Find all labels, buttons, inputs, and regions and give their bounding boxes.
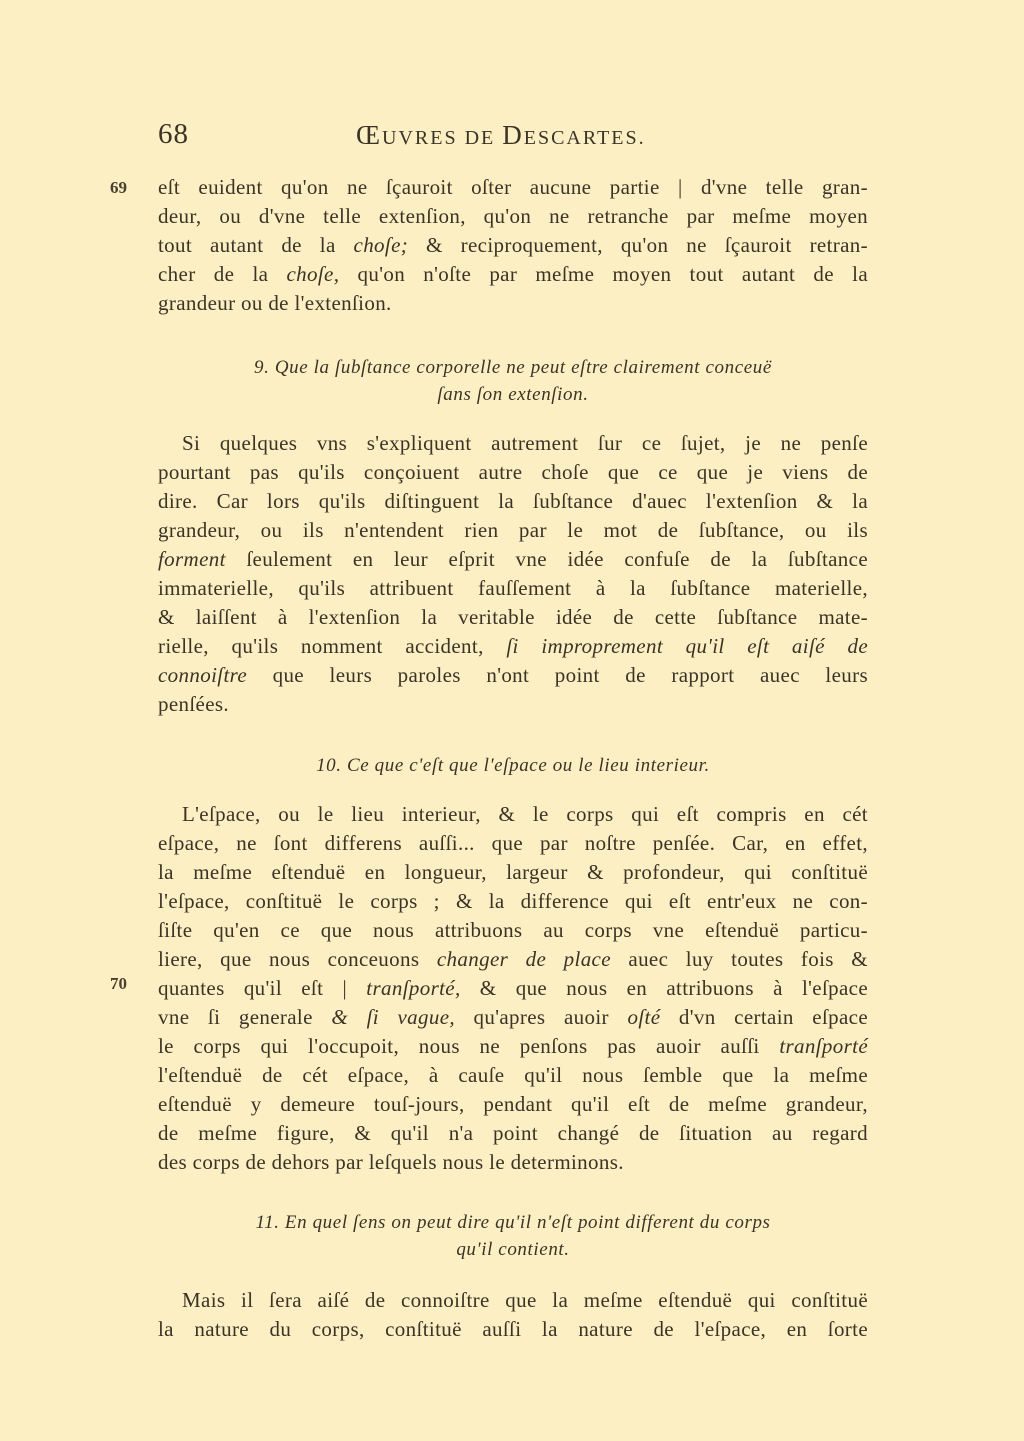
text-line: connoiſtre que leurs paroles n'ont point de rapport auec leurs	[158, 663, 868, 687]
text-line: grandeur ou de l'extenſion.	[158, 291, 392, 315]
paragraph	[158, 429, 868, 719]
paragraph	[158, 800, 868, 1177]
text-line: le corps qui l'occupoit, nous ne penſons pas auoir auſſi tranſporté	[158, 1034, 868, 1058]
text-line: des corps de dehors par leſquels nous le determinons.	[158, 1150, 624, 1174]
text-line: pourtant pas qu'ils conçoiuent autre choſe que ce que je viens de	[158, 460, 868, 484]
text-line: Mais il ſera aiſé de connoiſtre que la meſme eſtenduë qui conſtituë	[182, 1288, 868, 1312]
paragraph	[158, 173, 868, 318]
text-line: l'eſtenduë de cét eſpace, à cauſe qu'il nous ſemble que la meſme	[158, 1063, 868, 1087]
text-line: quantes qu'il eſt | tranſporté, & que nous en attribuons à l'eſpace	[158, 976, 868, 1000]
running-header	[158, 118, 866, 158]
text-line: cher de la choſe, qu'on n'oſte par meſme moyen tout autant de la	[158, 262, 868, 286]
text-line: de meſme figure, & qu'il n'a point changé de ſituation au regard	[158, 1121, 868, 1145]
running-title: ŒUVRES DE DESCARTES.	[356, 120, 646, 150]
page-number: 68	[158, 118, 189, 150]
margin-page-ref: 70	[110, 974, 127, 993]
text-line: & laiſſent à l'extenſion la veritable idée de cette ſubſtance mate-	[158, 605, 868, 629]
section-heading: 11. En quel ſens on peut dire qu'il n'eſt point different du corps qu'il contient.	[255, 1212, 771, 1260]
text-line: L'eſpace, ou le lieu interieur, & le corps qui eſt compris en cét	[182, 802, 868, 826]
text-line: ſiſte qu'en ce que nous attribuons au corps vne eſtenduë particu-	[158, 918, 868, 942]
margin-page-ref: 69	[110, 178, 127, 197]
section-heading: 9. Que la ſubſtance corporelle ne peut eſtre clairement conceuë ſans ſon extenſion.	[254, 357, 772, 405]
text-line: la meſme eſtenduë en longueur, largeur & profondeur, qui conſtituë	[158, 860, 868, 884]
text-line: forment ſeulement en leur eſprit vne idée confuſe de la ſubſtance	[158, 547, 868, 571]
text-line: Si quelques vns s'expliquent autrement ſur ce ſujet, je ne penſe	[182, 431, 868, 455]
text-line: rielle, qu'ils nomment accident, ſi improprement qu'il eſt aiſé de	[158, 634, 869, 658]
text-line: eſtenduë y demeure touſ-jours, pendant qu'il eſt de meſme grandeur,	[158, 1092, 868, 1116]
text-line: liere, que nous conceuons changer de place auec luy toutes fois &	[158, 947, 868, 971]
text-line: vne ſi generale & ſi vague, qu'apres auoir oſté d'vn certain eſpace	[158, 1005, 869, 1029]
section-heading: 10. Ce que c'eſt que l'eſpace ou le lieu interieur.	[316, 755, 710, 776]
text-line: la nature du corps, conſtituë auſſi la nature de l'eſpace, en ſorte	[158, 1317, 868, 1341]
text-line: eſpace, ne ſont differens auſſi... que par noſtre penſée. Car, en effet,	[158, 831, 868, 855]
text-line: dire. Car lors qu'ils diſtinguent la ſubſtance d'auec l'extenſion & la	[158, 489, 868, 513]
paragraph	[158, 1286, 868, 1344]
text-line: l'eſpace, conſtituë le corps ; & la difference qui eſt entr'eux ne con-	[158, 889, 868, 913]
text-line: eſt euident qu'on ne ſçauroit oſter aucune partie | d'vne telle gran-	[158, 175, 868, 199]
text-line: penſées.	[158, 692, 230, 716]
text-line: deur, ou d'vne telle extenſion, qu'on ne retranche par meſme moyen	[158, 204, 868, 228]
text-line: immaterielle, qu'ils attribuent fauſſement à la ſubſtance materielle,	[158, 576, 868, 600]
text-line: tout autant de la choſe; & reciproquement, qu'on ne ſçauroit retran-	[158, 233, 868, 257]
text-line: grandeur, ou ils n'entendent rien par le mot de ſubſtance, ou ils	[158, 518, 868, 542]
